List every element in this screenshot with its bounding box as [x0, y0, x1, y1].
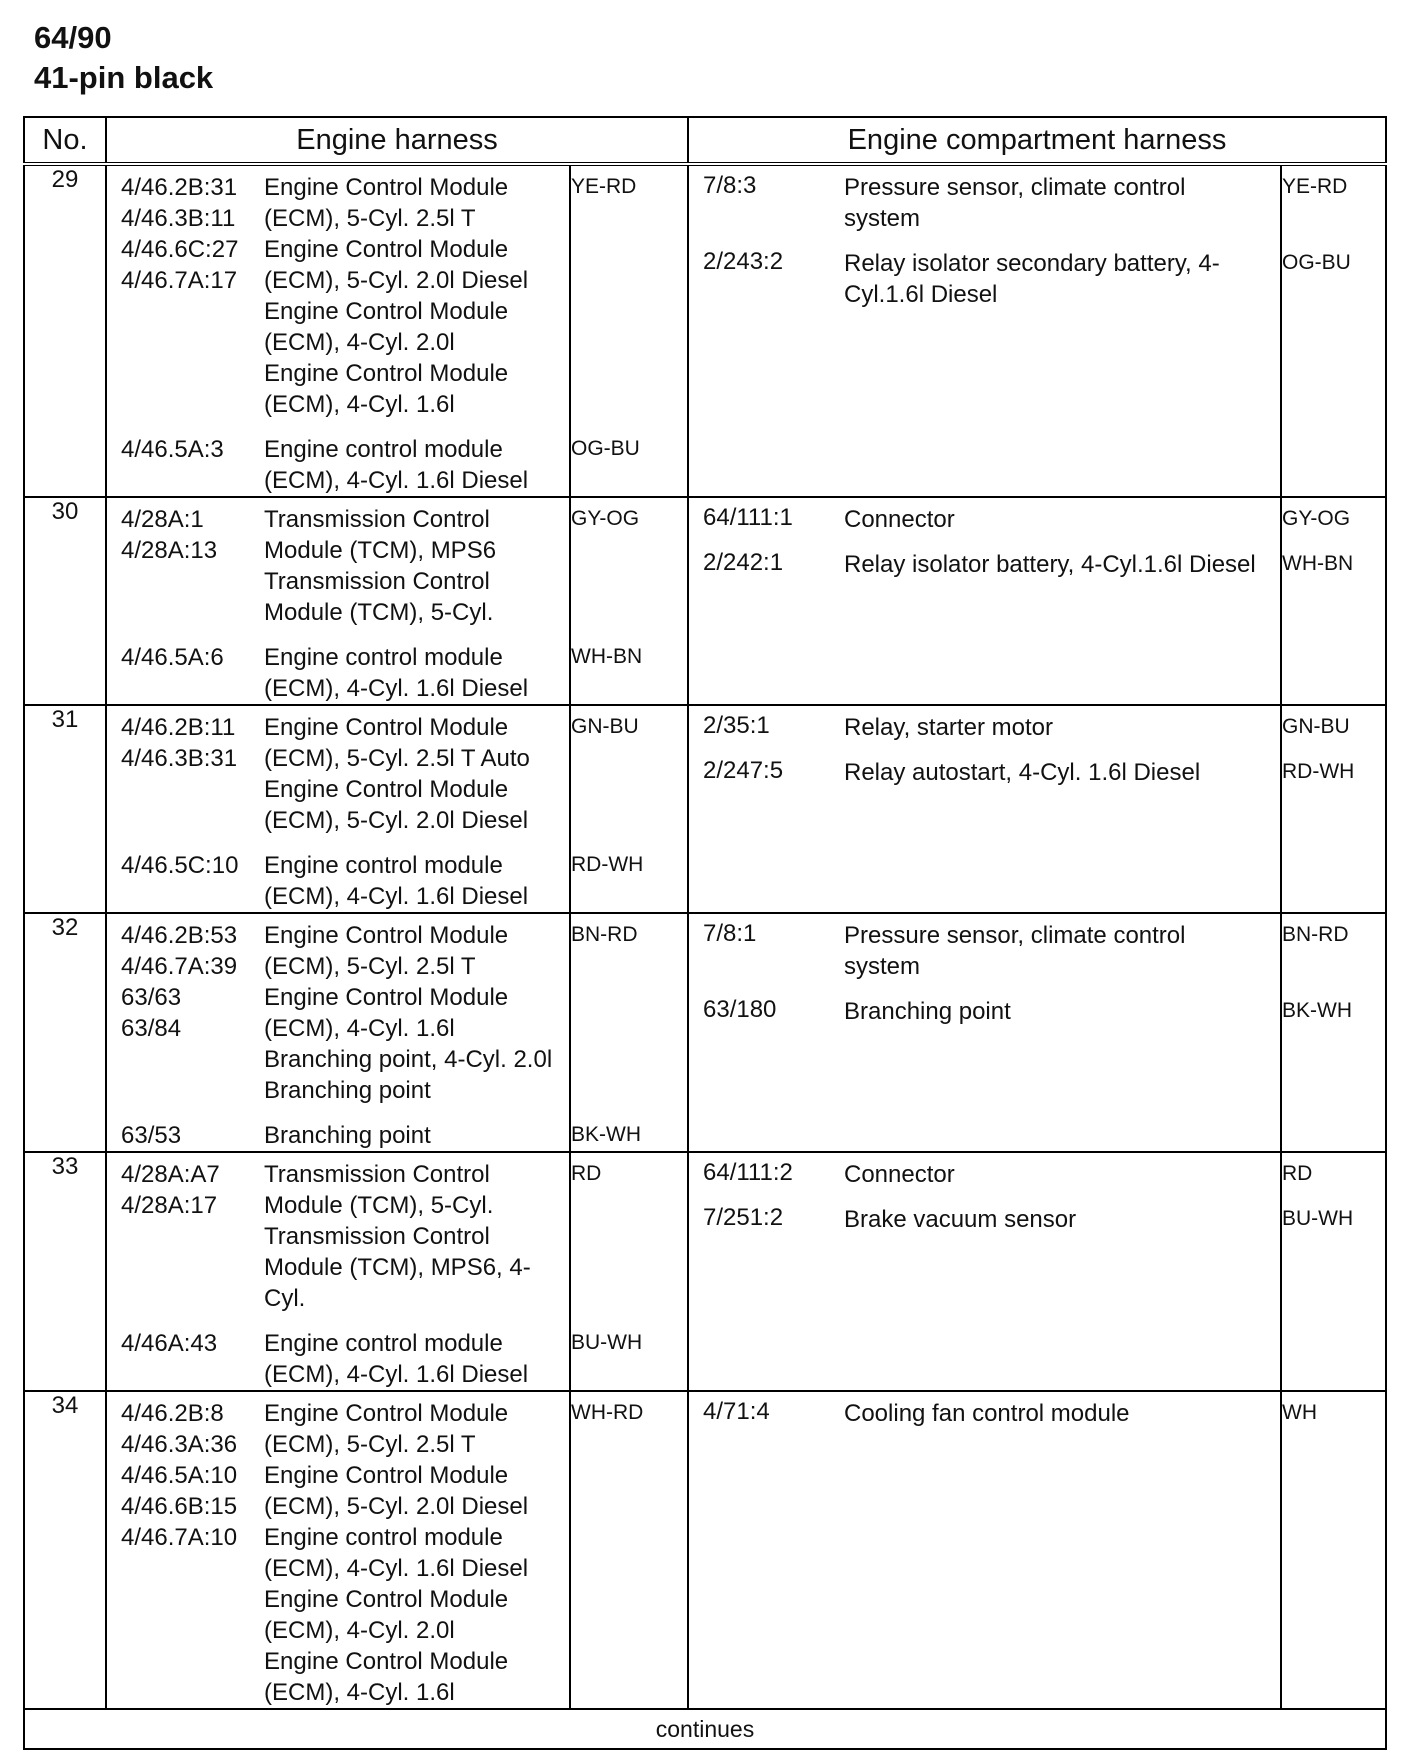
connector-title: 41-pin black: [34, 60, 214, 95]
column-divider: [1280, 706, 1282, 912]
engine-component: Engine Control Module (ECM), 4-Cyl. 2.0l: [264, 1586, 509, 1644]
compartment-wire-color: WH-BN: [1282, 552, 1354, 575]
engine-component: Engine Control Module (ECM), 4-Cyl. 1.6l: [264, 360, 509, 418]
engine-pin: 4/28A:1: [121, 506, 204, 533]
pin-number: 31: [24, 705, 106, 913]
engine-component: Engine Control Module (ECM), 4-Cyl. 1.6l: [264, 1648, 509, 1706]
column-divider: [1280, 1153, 1282, 1390]
column-divider: [569, 498, 571, 704]
column-divider: [1280, 498, 1282, 704]
engine-pin-list: [107, 1120, 264, 1151]
engine-pin: 4/28A:A7: [121, 1161, 220, 1188]
engine-pin-list: [107, 504, 264, 628]
engine-entry: [107, 1106, 687, 1151]
column-divider: [569, 166, 571, 496]
engine-desc-list: [264, 434, 555, 496]
engine-pin: 4/46.5C:10: [121, 852, 239, 879]
compartment-wire-color: OG-BU: [1282, 251, 1351, 274]
engine-component: Engine control module (ECM), 4-Cyl. 1.6l Diesel: [264, 1330, 529, 1388]
engine-pin: 63/63: [121, 984, 182, 1011]
engine-component: Branching point, 4-Cyl. 2.0l: [264, 1046, 553, 1073]
compartment-component: Relay isolator battery, 4-Cyl.1.6l Diesel: [844, 551, 1256, 578]
engine-pin: 4/46.5A:6: [121, 644, 224, 671]
header-engine-harness: Engine harness: [106, 117, 688, 164]
engine-entry: [107, 1153, 687, 1314]
engine-entry: [107, 166, 687, 420]
compartment-component: Relay, starter motor: [844, 714, 1053, 741]
engine-pin-list: [107, 1398, 264, 1708]
compartment-wire-color: RD-WH: [1282, 760, 1355, 783]
compartment-wire-color: RD: [1282, 1162, 1313, 1185]
engine-pin: 4/46.3A:36: [121, 1431, 238, 1458]
compartment-pin: 4/71:4: [703, 1398, 770, 1425]
engine-pin: 4/46.5A:3: [121, 436, 224, 463]
table-row: [24, 164, 1386, 497]
continues-label: continues: [24, 1709, 1386, 1749]
engine-desc-list: [264, 1398, 555, 1708]
table-row: [24, 913, 1386, 1152]
engine-desc-list: [264, 850, 555, 912]
column-divider: [569, 1153, 571, 1390]
compartment-component: Relay isolator secondary battery, 4-Cyl.1.6l Diesel: [844, 250, 1220, 308]
engine-desc-list: [264, 172, 555, 420]
engine-pin-list: [107, 434, 264, 496]
table-row: [24, 497, 1386, 705]
engine-harness-cell: [106, 1391, 688, 1709]
compartment-pin: 2/247:5: [703, 757, 784, 784]
compartment-pin: 7/8:1: [703, 920, 757, 947]
engine-pin: 4/46.2B:31: [121, 174, 238, 201]
engine-pin-list: [107, 1159, 264, 1314]
engine-entry: [107, 1314, 687, 1390]
compartment-wire-color: BU-WH: [1282, 1207, 1354, 1230]
column-divider: [1280, 166, 1282, 496]
engine-component: Engine Control Module (ECM), 5-Cyl. 2.5l T: [264, 1400, 509, 1458]
compartment-wire-color: GY-OG: [1282, 507, 1351, 530]
engine-entry: [107, 706, 687, 836]
engine-wire-color: YE-RD: [571, 175, 637, 198]
engine-pin: 4/28A:13: [121, 537, 218, 564]
engine-component: Engine Control Module (ECM), 5-Cyl. 2.0l Diesel: [264, 776, 529, 834]
engine-pin: 4/46.2B:8: [121, 1400, 224, 1427]
pin-table: [23, 116, 1387, 1750]
engine-pin: 4/46.3B:31: [121, 745, 238, 772]
engine-pin: 4/46.2B:53: [121, 922, 238, 949]
engine-harness-cell: [106, 164, 688, 497]
compartment-component: Brake vacuum sensor: [844, 1206, 1077, 1233]
engine-desc-list: [264, 1120, 555, 1151]
column-divider: [569, 1392, 571, 1708]
engine-desc-list: [264, 642, 555, 704]
engine-wire-color: RD: [571, 1162, 602, 1185]
engine-entry: [107, 628, 687, 704]
engine-component: Engine Control Module (ECM), 5-Cyl. 2.5l T Auto: [264, 714, 530, 772]
table-row: [24, 1391, 1386, 1709]
engine-pin-list: [107, 172, 264, 420]
engine-wire-color: BK-WH: [571, 1123, 641, 1146]
engine-wire-color: OG-BU: [571, 437, 640, 460]
engine-entry: [107, 836, 687, 912]
engine-component: Branching point: [264, 1122, 431, 1149]
engine-entry: [107, 914, 687, 1106]
engine-pin: 4/46.2B:11: [121, 714, 236, 741]
engine-pin-list: [107, 712, 264, 836]
engine-component: Engine control module (ECM), 4-Cyl. 1.6l Diesel: [264, 1524, 529, 1582]
engine-desc-list: [264, 920, 555, 1106]
compartment-pin: 7/8:3: [703, 172, 757, 199]
pin-number: 29: [24, 164, 106, 497]
compartment-wire-color: WH: [1282, 1401, 1317, 1424]
column-divider: [569, 914, 571, 1151]
engine-pin: 4/46A:43: [121, 1330, 218, 1357]
header-compartment-harness: Engine compartment harness: [688, 117, 1386, 164]
compartment-pin: 2/35:1: [703, 712, 770, 739]
column-divider: [1280, 1392, 1282, 1708]
engine-desc-list: [264, 1328, 555, 1390]
engine-component: Engine Control Module (ECM), 5-Cyl. 2.5l T: [264, 922, 509, 980]
engine-pin: 4/46.6B:15: [121, 1493, 238, 1520]
compartment-wire-color: BN-RD: [1282, 923, 1349, 946]
column-divider: [569, 706, 571, 912]
engine-pin-list: [107, 1328, 264, 1390]
engine-pin: 63/53: [121, 1122, 182, 1149]
compartment-component: Connector: [844, 1161, 955, 1188]
engine-harness-cell: [106, 497, 688, 705]
compartment-pin: 64/111:2: [703, 1159, 793, 1186]
column-divider: [1280, 914, 1282, 1151]
engine-desc-list: [264, 504, 555, 628]
engine-component: Engine Control Module (ECM), 5-Cyl. 2.0l Diesel: [264, 236, 529, 294]
compartment-harness-cell: [688, 913, 1386, 1152]
table-body: [24, 164, 1386, 1709]
engine-pin: 4/28A:17: [121, 1192, 218, 1219]
engine-wire-color: WH-RD: [571, 1401, 644, 1424]
engine-wire-color: GN-BU: [571, 715, 639, 738]
engine-component: Engine control module (ECM), 4-Cyl. 1.6l Diesel: [264, 852, 529, 910]
engine-pin: 4/46.7A:39: [121, 953, 238, 980]
pin-number: 34: [24, 1391, 106, 1709]
compartment-wire-color: BK-WH: [1282, 999, 1352, 1022]
engine-pin-list: [107, 920, 264, 1106]
engine-harness-cell: [106, 1152, 688, 1391]
compartment-pin: 64/111:1: [703, 504, 793, 531]
engine-pin-list: [107, 642, 264, 704]
engine-component: Engine control module (ECM), 4-Cyl. 1.6l Diesel: [264, 436, 529, 494]
engine-component: Branching point: [264, 1077, 431, 1104]
document-code: 64/90: [34, 20, 112, 55]
compartment-pin: 63/180: [703, 996, 777, 1023]
compartment-wire-color: YE-RD: [1282, 175, 1348, 198]
engine-entry: [107, 498, 687, 628]
engine-pin: 63/84: [121, 1015, 182, 1042]
compartment-component: Relay autostart, 4-Cyl. 1.6l Diesel: [844, 759, 1201, 786]
pin-number: 33: [24, 1152, 106, 1391]
engine-pin-list: [107, 850, 264, 912]
pin-number: 32: [24, 913, 106, 1152]
engine-wire-color: GY-OG: [571, 507, 640, 530]
compartment-harness-cell: [688, 164, 1386, 497]
table-header-row: [24, 117, 1386, 164]
table-footer-row: [24, 1709, 1386, 1749]
engine-wire-color: BN-RD: [571, 923, 638, 946]
engine-harness-cell: [106, 913, 688, 1152]
engine-desc-list: [264, 1159, 555, 1314]
engine-component: Engine control module (ECM), 4-Cyl. 1.6l Diesel: [264, 644, 529, 702]
engine-pin: 4/46.3B:11: [121, 205, 236, 232]
engine-pin: 4/46.7A:17: [121, 267, 238, 294]
engine-component: Engine Control Module (ECM), 4-Cyl. 2.0l: [264, 298, 509, 356]
table-row: [24, 1152, 1386, 1391]
engine-pin: 4/46.5A:10: [121, 1462, 238, 1489]
engine-harness-cell: [106, 705, 688, 913]
engine-component: Transmission Control Module (TCM), MPS6: [264, 506, 497, 564]
compartment-harness-cell: [688, 497, 1386, 705]
compartment-component: Cooling fan control module: [844, 1400, 1130, 1427]
compartment-harness-cell: [688, 1152, 1386, 1391]
compartment-pin: 2/242:1: [703, 549, 784, 576]
engine-desc-list: [264, 712, 555, 836]
engine-wire-color: WH-BN: [571, 645, 643, 668]
header-no: No.: [24, 117, 106, 164]
compartment-component: Pressure sensor, climate control system: [844, 922, 1186, 980]
engine-pin: 4/46.6C:27: [121, 236, 239, 263]
engine-component: Engine Control Module (ECM), 5-Cyl. 2.0l Diesel: [264, 1462, 529, 1520]
compartment-wire-color: GN-BU: [1282, 715, 1350, 738]
pin-number: 30: [24, 497, 106, 705]
compartment-component: Branching point: [844, 998, 1011, 1025]
table-row: [24, 705, 1386, 913]
engine-entry: [107, 1392, 687, 1708]
compartment-harness-cell: [688, 1391, 1386, 1709]
engine-component: Engine Control Module (ECM), 5-Cyl. 2.5l T: [264, 174, 509, 232]
engine-entry: [107, 420, 687, 496]
engine-component: Transmission Control Module (TCM), MPS6, 4-Cyl.: [264, 1223, 531, 1312]
compartment-pin: 7/251:2: [703, 1204, 784, 1231]
engine-pin: 4/46.7A:10: [121, 1524, 238, 1551]
compartment-component: Pressure sensor, climate control system: [844, 174, 1186, 232]
engine-component: Engine Control Module (ECM), 4-Cyl. 1.6l: [264, 984, 509, 1042]
compartment-harness-cell: [688, 705, 1386, 913]
engine-component: Transmission Control Module (TCM), 5-Cyl.: [264, 1161, 494, 1219]
engine-component: Transmission Control Module (TCM), 5-Cyl.: [264, 568, 494, 626]
compartment-component: Connector: [844, 506, 955, 533]
engine-wire-color: RD-WH: [571, 853, 644, 876]
engine-wire-color: BU-WH: [571, 1331, 643, 1354]
compartment-pin: 2/243:2: [703, 248, 784, 275]
